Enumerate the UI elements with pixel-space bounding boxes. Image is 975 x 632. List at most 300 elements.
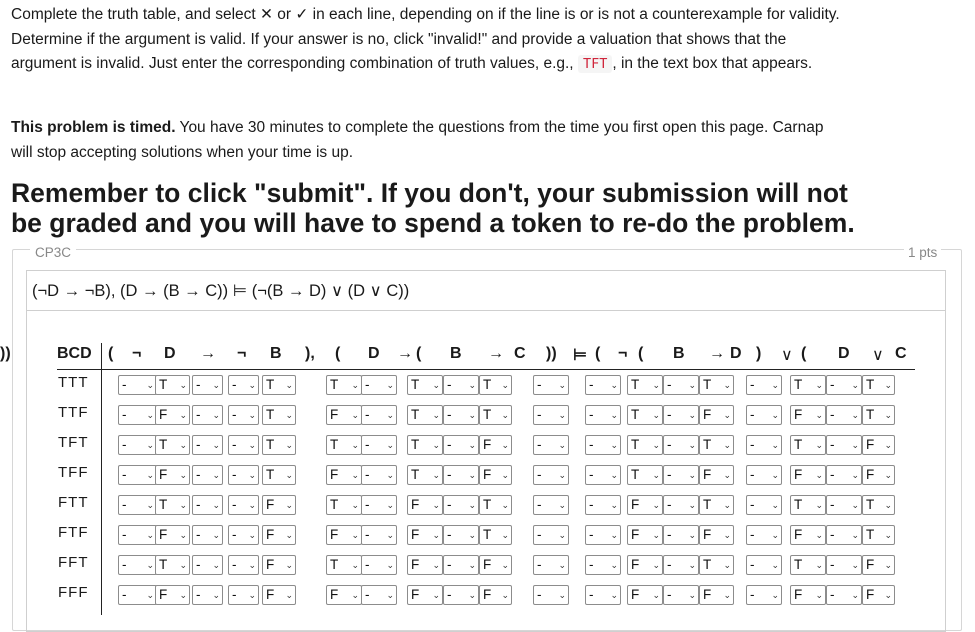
truth-value-select[interactable]	[746, 525, 782, 545]
truth-value-select[interactable]	[262, 555, 296, 575]
truth-value-select[interactable]	[228, 435, 259, 455]
truth-value-select[interactable]	[192, 585, 223, 605]
truth-value-select[interactable]	[826, 465, 862, 485]
truth-value-select[interactable]	[407, 495, 443, 515]
truth-value-select[interactable]	[155, 375, 190, 395]
truth-value-select[interactable]	[627, 555, 663, 575]
truth-value-select[interactable]	[699, 435, 734, 455]
chevron-down-icon: ⌄	[501, 380, 509, 390]
chevron-down-icon: ⌄	[432, 470, 440, 480]
truth-value-select[interactable]	[326, 525, 362, 545]
chevron-down-icon: ⌄	[815, 410, 823, 420]
truth-value-select[interactable]	[533, 525, 569, 545]
truth-value-select[interactable]	[407, 555, 443, 575]
truth-value-select[interactable]	[262, 405, 296, 425]
selected-value: -	[122, 377, 127, 392]
chevron-down-icon: ⌄	[248, 470, 256, 480]
truth-value-select[interactable]	[533, 585, 569, 605]
selected-value: -	[589, 467, 594, 482]
truth-value-select[interactable]	[790, 495, 826, 515]
truth-value-select[interactable]	[585, 495, 621, 515]
truth-value-select[interactable]	[228, 375, 259, 395]
truth-value-select[interactable]	[746, 585, 782, 605]
header-symbol: (	[638, 345, 644, 362]
chevron-down-icon: ⌄	[285, 470, 293, 480]
header-symbol: D	[368, 345, 380, 362]
truth-value-select[interactable]	[361, 555, 397, 575]
selected-value: -	[122, 557, 127, 572]
truth-value-select[interactable]	[118, 525, 157, 545]
chevron-down-icon: ⌄	[558, 380, 566, 390]
truth-value-select[interactable]	[228, 585, 259, 605]
truth-value-select[interactable]	[155, 525, 190, 545]
chevron-down-icon: ⌄	[179, 470, 187, 480]
selected-value: -	[589, 557, 594, 572]
truth-value-select[interactable]	[699, 525, 734, 545]
truth-value-select[interactable]	[746, 465, 782, 485]
truth-value-select[interactable]	[663, 585, 699, 605]
truth-value-select[interactable]	[533, 375, 569, 395]
truth-value-select[interactable]	[192, 435, 223, 455]
truth-value-select[interactable]	[790, 435, 826, 455]
truth-value-select[interactable]	[326, 465, 362, 485]
truth-value-select[interactable]	[192, 465, 223, 485]
selected-value: -	[447, 437, 452, 452]
truth-value-select[interactable]	[699, 465, 734, 485]
selected-value: -	[232, 407, 237, 422]
chevron-down-icon: ⌄	[884, 500, 892, 510]
selected-value: F	[266, 587, 275, 602]
selected-value: -	[537, 407, 542, 422]
selected-value: -	[232, 587, 237, 602]
selected-value: -	[196, 437, 201, 452]
truth-value-select[interactable]	[361, 405, 397, 425]
chevron-down-icon: ⌄	[386, 380, 394, 390]
selected-value: -	[667, 497, 672, 512]
selected-value: -	[447, 497, 452, 512]
selected-value: F	[866, 437, 875, 452]
truth-value-select[interactable]	[443, 525, 479, 545]
truth-value-select[interactable]	[585, 435, 621, 455]
truth-value-select[interactable]	[361, 585, 397, 605]
truth-value-select[interactable]	[407, 375, 443, 395]
chevron-down-icon: ⌄	[558, 500, 566, 510]
truth-value-select[interactable]	[262, 435, 296, 455]
selected-value: T	[794, 377, 803, 392]
chevron-down-icon: ⌄	[688, 380, 696, 390]
selected-value: -	[750, 557, 755, 572]
truth-value-select[interactable]	[627, 465, 663, 485]
truth-value-select[interactable]	[862, 405, 895, 425]
selected-value: T	[631, 407, 640, 422]
selected-value: F	[703, 587, 712, 602]
chevron-down-icon: ⌄	[212, 440, 220, 450]
example-code: TFT	[578, 55, 612, 73]
truth-value-select[interactable]	[479, 375, 512, 395]
timed-notice-text: You have 30 minutes to complete the questions from the time you first open this page. Carnap will stop accepting solutions when your time is up.	[11, 119, 824, 161]
chevron-down-icon: ⌄	[688, 560, 696, 570]
header-symbol: ),	[305, 345, 315, 362]
truth-value-select[interactable]	[407, 465, 443, 485]
truth-value-select[interactable]	[228, 405, 259, 425]
truth-value-select[interactable]	[326, 495, 362, 515]
selected-value: F	[411, 527, 420, 542]
truth-value-select[interactable]	[663, 525, 699, 545]
truth-value-select[interactable]	[407, 585, 443, 605]
truth-value-select[interactable]	[533, 495, 569, 515]
chevron-down-icon: ⌄	[652, 560, 660, 570]
truth-value-select[interactable]	[790, 525, 826, 545]
selected-value: F	[483, 557, 492, 572]
selected-value: -	[122, 407, 127, 422]
truth-value-select[interactable]	[361, 495, 397, 515]
truth-value-select[interactable]	[826, 375, 862, 395]
chevron-down-icon: ⌄	[468, 380, 476, 390]
truth-value-select[interactable]	[192, 405, 223, 425]
chevron-down-icon: ⌄	[351, 380, 359, 390]
truth-value-select[interactable]	[790, 585, 826, 605]
truth-value-select[interactable]	[862, 465, 895, 485]
header-symbol: )	[756, 345, 762, 362]
truth-value-select[interactable]	[746, 405, 782, 425]
selected-value: -	[750, 407, 755, 422]
chevron-down-icon: ⌄	[610, 410, 618, 420]
selected-value: -	[537, 587, 542, 602]
timed-notice	[11, 116, 841, 165]
truth-value-select[interactable]	[407, 405, 443, 425]
truth-value-select[interactable]	[663, 555, 699, 575]
chevron-down-icon: ⌄	[688, 530, 696, 540]
chevron-down-icon: ⌄	[468, 440, 476, 450]
truth-value-select[interactable]	[627, 405, 663, 425]
selected-value: T	[631, 437, 640, 452]
chevron-down-icon: ⌄	[386, 440, 394, 450]
chevron-down-icon: ⌄	[610, 560, 618, 570]
chevron-down-icon: ⌄	[248, 530, 256, 540]
header-symbol: D	[164, 345, 176, 362]
chevron-down-icon: ⌄	[351, 470, 359, 480]
truth-value-select[interactable]	[479, 585, 512, 605]
selected-value: -	[365, 497, 370, 512]
selected-value: F	[631, 587, 640, 602]
chevron-down-icon: ⌄	[248, 500, 256, 510]
selected-value: -	[589, 407, 594, 422]
truth-value-select[interactable]	[262, 495, 296, 515]
truth-value-select[interactable]	[228, 495, 259, 515]
chevron-down-icon: ⌄	[351, 590, 359, 600]
selected-value: T	[266, 437, 275, 452]
truth-value-select[interactable]	[862, 495, 895, 515]
truth-value-select[interactable]	[790, 405, 826, 425]
truth-value-select[interactable]	[862, 435, 895, 455]
truth-value-select[interactable]	[663, 375, 699, 395]
header-symbol: (	[335, 345, 341, 362]
truth-value-select[interactable]	[790, 555, 826, 575]
truth-value-select[interactable]	[326, 555, 362, 575]
truth-value-select[interactable]	[443, 555, 479, 575]
header-symbol: (	[416, 345, 422, 362]
chevron-down-icon: ⌄	[146, 440, 154, 450]
selected-value: T	[266, 407, 275, 422]
header-symbol: ¬	[618, 345, 628, 362]
selected-value: F	[483, 587, 492, 602]
truth-value-select[interactable]	[228, 465, 259, 485]
truth-value-select[interactable]	[699, 585, 734, 605]
truth-value-select[interactable]	[262, 525, 296, 545]
truth-value-select[interactable]	[155, 435, 190, 455]
truth-value-select[interactable]	[862, 585, 895, 605]
truth-value-select[interactable]	[699, 375, 734, 395]
truth-value-select[interactable]	[361, 435, 397, 455]
truth-value-select[interactable]	[826, 555, 862, 575]
chevron-down-icon: ⌄	[815, 440, 823, 450]
truth-value-select[interactable]	[155, 465, 190, 485]
truth-value-select[interactable]	[192, 525, 223, 545]
header-symbol: →	[488, 345, 504, 362]
truth-value-select[interactable]	[361, 375, 397, 395]
header-symbol: ¬	[132, 345, 142, 362]
chevron-down-icon: ⌄	[386, 470, 394, 480]
truth-value-select[interactable]	[479, 525, 512, 545]
selected-value: -	[447, 407, 452, 422]
truth-value-select[interactable]	[627, 375, 663, 395]
truth-value-select[interactable]	[627, 495, 663, 515]
chevron-down-icon: ⌄	[501, 500, 509, 510]
truth-value-select[interactable]	[361, 465, 397, 485]
truth-value-select[interactable]	[585, 585, 621, 605]
truth-value-select[interactable]	[663, 435, 699, 455]
truth-value-select[interactable]	[443, 405, 479, 425]
chevron-down-icon: ⌄	[610, 500, 618, 510]
truth-value-select[interactable]	[585, 465, 621, 485]
selected-value: T	[703, 377, 712, 392]
truth-value-select[interactable]	[118, 435, 157, 455]
selected-value: T	[266, 377, 275, 392]
chevron-down-icon: ⌄	[884, 470, 892, 480]
chevron-down-icon: ⌄	[179, 560, 187, 570]
truth-value-select[interactable]	[627, 525, 663, 545]
selected-value: -	[667, 407, 672, 422]
truth-value-select[interactable]	[326, 435, 362, 455]
chevron-down-icon: ⌄	[851, 410, 859, 420]
chevron-down-icon: ⌄	[771, 560, 779, 570]
truth-value-select[interactable]	[826, 435, 862, 455]
selected-value: -	[830, 587, 835, 602]
selected-value: -	[196, 557, 201, 572]
truth-value-select[interactable]	[118, 555, 157, 575]
selected-value: T	[330, 437, 339, 452]
chevron-down-icon: ⌄	[851, 500, 859, 510]
truth-value-select[interactable]	[443, 585, 479, 605]
selected-value: F	[483, 437, 492, 452]
chevron-down-icon: ⌄	[771, 530, 779, 540]
selected-value: -	[232, 557, 237, 572]
chevron-down-icon: ⌄	[851, 590, 859, 600]
selected-value: T	[330, 497, 339, 512]
selected-value: T	[631, 377, 640, 392]
selected-value: -	[750, 587, 755, 602]
truth-value-select[interactable]	[361, 525, 397, 545]
truth-value-select[interactable]	[192, 375, 223, 395]
truth-value-select[interactable]	[585, 375, 621, 395]
truth-value-select[interactable]	[479, 465, 512, 485]
truth-value-select[interactable]	[479, 555, 512, 575]
truth-value-select[interactable]	[262, 375, 296, 395]
selected-value: -	[830, 407, 835, 422]
header-symbol: B	[673, 345, 685, 362]
truth-value-select[interactable]	[533, 465, 569, 485]
selected-value: -	[196, 587, 201, 602]
selected-value: F	[266, 497, 275, 512]
selected-value: -	[830, 467, 835, 482]
selected-value: -	[750, 497, 755, 512]
selected-value: T	[159, 557, 168, 572]
header-symbol: (	[595, 345, 601, 362]
truth-value-select[interactable]	[118, 495, 157, 515]
chevron-down-icon: ⌄	[285, 560, 293, 570]
truth-value-select[interactable]	[228, 525, 259, 545]
truth-value-select[interactable]	[479, 495, 512, 515]
truth-value-select[interactable]	[192, 555, 223, 575]
selected-value: T	[266, 467, 275, 482]
truth-value-select[interactable]	[326, 585, 362, 605]
chevron-down-icon: ⌄	[884, 380, 892, 390]
chevron-down-icon: ⌄	[146, 500, 154, 510]
chevron-down-icon: ⌄	[179, 410, 187, 420]
selected-value: F	[631, 527, 640, 542]
truth-value-select[interactable]	[585, 525, 621, 545]
chevron-down-icon: ⌄	[146, 470, 154, 480]
chevron-down-icon: ⌄	[815, 530, 823, 540]
selected-value: -	[830, 377, 835, 392]
selected-value: -	[232, 497, 237, 512]
truth-value-select[interactable]	[228, 555, 259, 575]
header-symbol: B	[450, 345, 462, 362]
truth-value-select[interactable]	[118, 405, 157, 425]
timed-notice-bold: This problem is timed.	[11, 119, 176, 136]
chevron-down-icon: ⌄	[501, 470, 509, 480]
chevron-down-icon: ⌄	[723, 470, 731, 480]
header-symbol: ∨	[872, 347, 884, 364]
truth-value-select[interactable]	[663, 465, 699, 485]
truth-value-select[interactable]	[443, 495, 479, 515]
truth-value-select[interactable]	[192, 495, 223, 515]
truth-value-select[interactable]	[443, 375, 479, 395]
truth-value-select[interactable]	[262, 585, 296, 605]
chevron-down-icon: ⌄	[248, 380, 256, 390]
truth-value-select[interactable]	[443, 465, 479, 485]
selected-value: F	[159, 587, 168, 602]
truth-value-select[interactable]	[443, 435, 479, 455]
truth-value-select[interactable]	[746, 375, 782, 395]
truth-value-select[interactable]	[699, 495, 734, 515]
chevron-down-icon: ⌄	[771, 470, 779, 480]
selected-value: -	[830, 437, 835, 452]
truth-value-select[interactable]	[118, 465, 157, 485]
truth-value-select[interactable]	[790, 465, 826, 485]
row-valuation: TFT	[58, 434, 89, 451]
row-valuation: TFF	[58, 464, 89, 481]
truth-value-select[interactable]	[826, 405, 862, 425]
chevron-down-icon: ⌄	[610, 470, 618, 480]
chevron-down-icon: ⌄	[351, 560, 359, 570]
chevron-down-icon: ⌄	[386, 410, 394, 420]
truth-value-select[interactable]	[699, 405, 734, 425]
truth-value-select[interactable]	[585, 555, 621, 575]
truth-value-select[interactable]	[826, 525, 862, 545]
truth-value-select[interactable]	[746, 435, 782, 455]
selected-value: T	[703, 437, 712, 452]
truth-value-select[interactable]	[155, 495, 190, 515]
selected-value: -	[537, 437, 542, 452]
truth-value-select[interactable]	[533, 555, 569, 575]
truth-value-select[interactable]	[479, 435, 512, 455]
truth-value-select[interactable]	[826, 495, 862, 515]
truth-value-select[interactable]	[862, 555, 895, 575]
truth-value-select[interactable]	[627, 585, 663, 605]
chevron-down-icon: ⌄	[212, 590, 220, 600]
chevron-down-icon: ⌄	[386, 560, 394, 570]
selected-value: -	[537, 497, 542, 512]
truth-value-select[interactable]	[118, 585, 157, 605]
selected-value: -	[447, 557, 452, 572]
selected-value: -	[589, 497, 594, 512]
truth-value-select[interactable]	[585, 405, 621, 425]
truth-value-select[interactable]	[155, 405, 190, 425]
chevron-down-icon: ⌄	[558, 560, 566, 570]
chevron-down-icon: ⌄	[179, 590, 187, 600]
truth-value-select[interactable]	[533, 435, 569, 455]
chevron-down-icon: ⌄	[432, 410, 440, 420]
truth-value-select[interactable]	[407, 525, 443, 545]
truth-value-select[interactable]	[699, 555, 734, 575]
truth-value-select[interactable]	[790, 375, 826, 395]
chevron-down-icon: ⌄	[652, 470, 660, 480]
selected-value: F	[794, 587, 803, 602]
truth-value-select[interactable]	[746, 555, 782, 575]
selected-value: -	[196, 377, 201, 392]
truth-value-select[interactable]	[407, 435, 443, 455]
chevron-down-icon: ⌄	[771, 410, 779, 420]
truth-value-select[interactable]	[862, 375, 895, 395]
chevron-down-icon: ⌄	[501, 410, 509, 420]
selected-value: -	[667, 527, 672, 542]
chevron-down-icon: ⌄	[815, 380, 823, 390]
truth-value-select[interactable]	[533, 405, 569, 425]
truth-value-select[interactable]	[746, 495, 782, 515]
selected-value: T	[411, 437, 420, 452]
truth-value-select[interactable]	[663, 495, 699, 515]
chevron-down-icon: ⌄	[432, 530, 440, 540]
truth-value-select[interactable]	[826, 585, 862, 605]
chevron-down-icon: ⌄	[212, 410, 220, 420]
selected-value: F	[330, 467, 339, 482]
truth-value-select[interactable]	[627, 435, 663, 455]
truth-value-select[interactable]	[118, 375, 157, 395]
selected-value: -	[122, 437, 127, 452]
truth-value-select[interactable]	[155, 585, 190, 605]
instructions-text: Complete the truth table, and select ✕ or ✓ in each line, depending on if the line is or is not a counterexample for validity. Determine if the argument is valid. If your answer is no, click "invalid!" and provide a valuation that shows that the argument is invalid. Just enter the corresponding combination of truth values, e.g.,	[11, 6, 840, 72]
truth-value-select[interactable]	[862, 525, 895, 545]
truth-value-select[interactable]	[663, 405, 699, 425]
truth-value-select[interactable]	[262, 465, 296, 485]
truth-value-select[interactable]	[479, 405, 512, 425]
chevron-down-icon: ⌄	[851, 380, 859, 390]
truth-value-select[interactable]	[155, 555, 190, 575]
truth-value-select[interactable]	[326, 375, 362, 395]
truth-value-select[interactable]	[326, 405, 362, 425]
selected-value: T	[483, 407, 492, 422]
